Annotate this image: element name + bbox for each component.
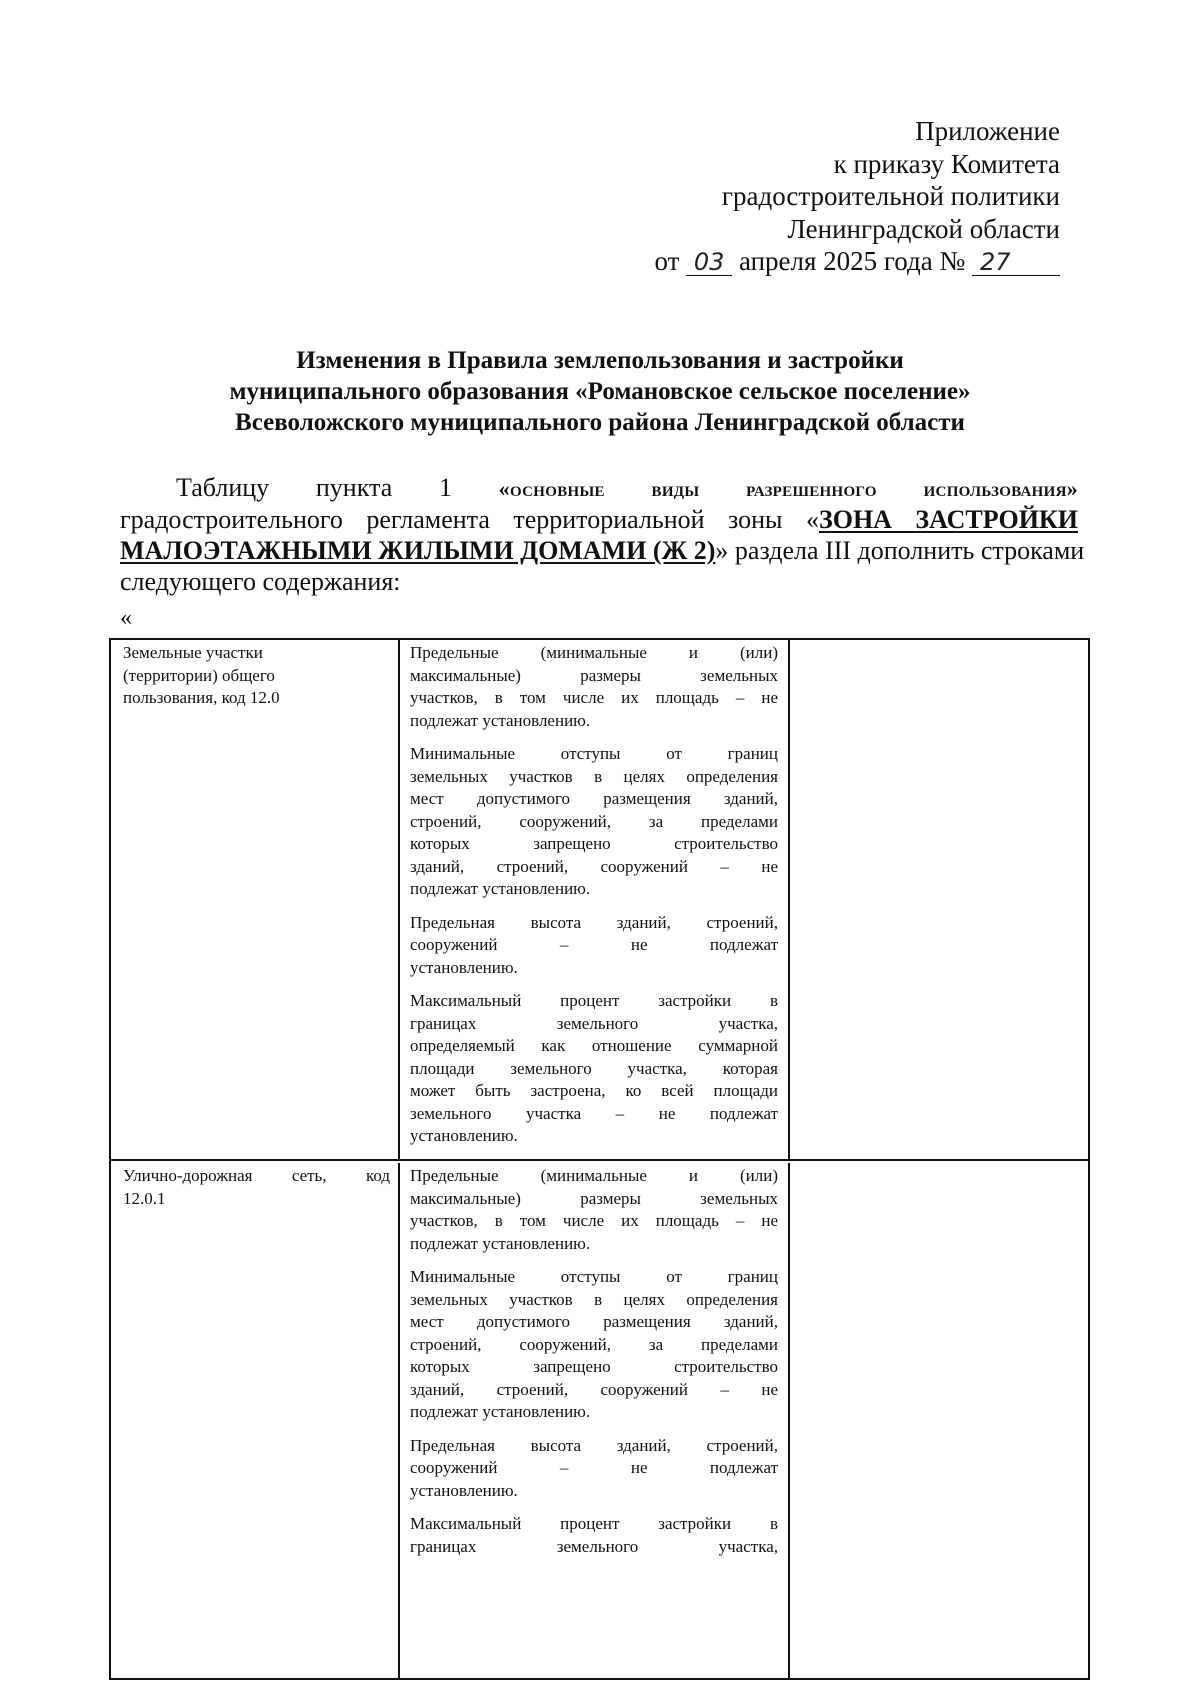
appendix-header xyxy=(654,115,1060,278)
param-line: Минимальные отступы от границ xyxy=(410,1267,778,1286)
param-height xyxy=(410,912,778,980)
param-line: земельных участков в целях определения xyxy=(410,766,778,786)
param-line: определяемый как отношение суммарной xyxy=(410,1036,778,1055)
param-setbacks xyxy=(410,743,778,901)
date-rest: апреля 2025 года № xyxy=(738,246,966,276)
appendix-title: Приложение xyxy=(915,116,1060,146)
param-plot-size xyxy=(410,1165,778,1255)
use-type-line: Земельные участки xyxy=(123,643,263,662)
table-open-quote: « xyxy=(120,605,132,631)
title-line-1: Изменения в Правила землепользования и застройки xyxy=(296,347,904,374)
use-type-line: 12.0.1 xyxy=(123,1188,166,1208)
use-type-line: (территории) общего xyxy=(123,665,275,685)
intro-word: Таблицу xyxy=(176,473,270,502)
zone-name-start xyxy=(806,505,1078,534)
param-line: участков, в том числе их площадь – не xyxy=(410,688,778,707)
intro-word: градостроительного xyxy=(120,505,343,534)
param-line: Максимальный процент застройки в xyxy=(410,1514,778,1533)
param-line: сооружений – не подлежат xyxy=(410,935,778,954)
handwritten-day: 03 xyxy=(686,249,732,276)
intro-word: пункта xyxy=(315,473,393,502)
param-line: Максимальный процент застройки в xyxy=(410,991,778,1010)
param-line: Предельные (минимальные и (или) xyxy=(410,1166,778,1185)
param-line: Предельная высота зданий, строений, xyxy=(410,912,778,932)
param-line: максимальные) размеры земельных xyxy=(410,665,778,685)
use-type-cell xyxy=(111,1163,400,1680)
extra-cell xyxy=(790,640,1088,1159)
param-line: сооружений – не подлежат xyxy=(410,1458,778,1477)
param-line: подлежат установлению. xyxy=(410,1402,591,1421)
intro-word: зоны xyxy=(728,505,783,534)
intro-line-1 xyxy=(120,472,1078,504)
table-row xyxy=(111,1163,1088,1680)
param-line: земельного участка – не подлежат xyxy=(410,1103,778,1123)
param-line: мест допустимого размещения зданий, xyxy=(410,1312,778,1331)
parameters-cell xyxy=(400,1163,790,1680)
appendix-committee: градостроительной политики xyxy=(721,181,1060,211)
param-line: строений, сооружений, за пределами xyxy=(410,1334,778,1354)
intro-word: регламента xyxy=(366,505,490,534)
intro-smallcaps: виды xyxy=(651,476,700,501)
intro-line-4: следующего содержания: xyxy=(120,567,401,596)
param-coverage xyxy=(410,1513,778,1558)
intro-smallcaps: использования» xyxy=(923,476,1079,501)
date-prefix: от xyxy=(654,246,680,276)
quote-mark: « xyxy=(806,505,819,534)
param-line: строений, сооружений, за пределами xyxy=(410,811,778,831)
param-line: подлежат установлению. xyxy=(410,879,591,898)
param-line: установлению. xyxy=(410,1480,518,1500)
extra-cell xyxy=(790,1163,1088,1680)
param-line: мест допустимого размещения зданий, xyxy=(410,789,778,808)
param-line: подлежат установлению. xyxy=(410,710,591,730)
use-type-line: пользования, код 12.0 xyxy=(123,688,280,707)
use-type-cell xyxy=(111,640,400,1159)
param-line: зданий, строений, сооружений – не xyxy=(410,856,778,876)
intro-smallcaps: «основные xyxy=(498,476,605,501)
param-line: границах земельного участка, xyxy=(410,1013,778,1033)
title-line-2: муниципального образования «Романовское сельское поселение» xyxy=(229,378,971,405)
intro-line-3 xyxy=(120,535,1085,566)
document-title xyxy=(120,345,1080,438)
param-line: Предельная высота зданий, строений, xyxy=(410,1435,778,1455)
intro-phrase: » раздела III дополнить строками xyxy=(715,536,1085,565)
param-line: подлежат установлению. xyxy=(410,1233,591,1253)
table-row xyxy=(111,640,1088,1161)
param-line: которых запрещено строительство xyxy=(410,1357,778,1376)
param-line: площади земельного участка, которая xyxy=(410,1058,778,1078)
param-line: Предельные (минимальные и (или) xyxy=(410,643,778,662)
intro-word: 1 xyxy=(438,473,452,502)
appendix-region: Ленинградской области xyxy=(787,213,1060,244)
zone-name-part-2: МАЛОЭТАЖНЫМИ ЖИЛЫМИ ДОМАМИ (Ж 2) xyxy=(120,536,716,565)
intro-paragraph xyxy=(120,472,1085,597)
param-line: границах земельного участка, xyxy=(410,1536,778,1556)
appendix-date-line xyxy=(654,245,1060,278)
table-bottom-border xyxy=(109,1678,1090,1680)
regulation-table xyxy=(109,638,1090,1680)
param-line: зданий, строений, сооружений – не xyxy=(410,1379,778,1399)
param-plot-size xyxy=(410,642,778,732)
param-line: установлению. xyxy=(410,957,518,977)
intro-word: территориальной xyxy=(513,505,705,534)
param-coverage xyxy=(410,990,778,1148)
intro-smallcaps: разрешенного xyxy=(746,476,877,501)
title-line-3: Всеволожского муниципального района Ленинградской области xyxy=(235,409,965,436)
zone-name-part-1: ЗОНА ЗАСТРОЙКИ xyxy=(819,505,1078,534)
intro-line-2 xyxy=(120,504,1078,535)
param-setbacks xyxy=(410,1266,778,1424)
param-height xyxy=(410,1435,778,1503)
appendix-order-ref: к приказу Комитета xyxy=(833,148,1060,179)
parameters-cell xyxy=(400,640,790,1159)
param-line: установлению. xyxy=(410,1126,518,1145)
use-type-line: Улично-дорожная сеть, код xyxy=(123,1166,390,1185)
param-line: максимальные) размеры земельных xyxy=(410,1188,778,1208)
param-line: Минимальные отступы от границ xyxy=(410,744,778,763)
param-line: которых запрещено строительство xyxy=(410,834,778,853)
param-line: может быть застроена, ко всей площади xyxy=(410,1081,778,1100)
param-line: земельных участков в целях определения xyxy=(410,1289,778,1309)
handwritten-order-number: 27 xyxy=(972,249,1060,276)
param-line: участков, в том числе их площадь – не xyxy=(410,1211,778,1230)
